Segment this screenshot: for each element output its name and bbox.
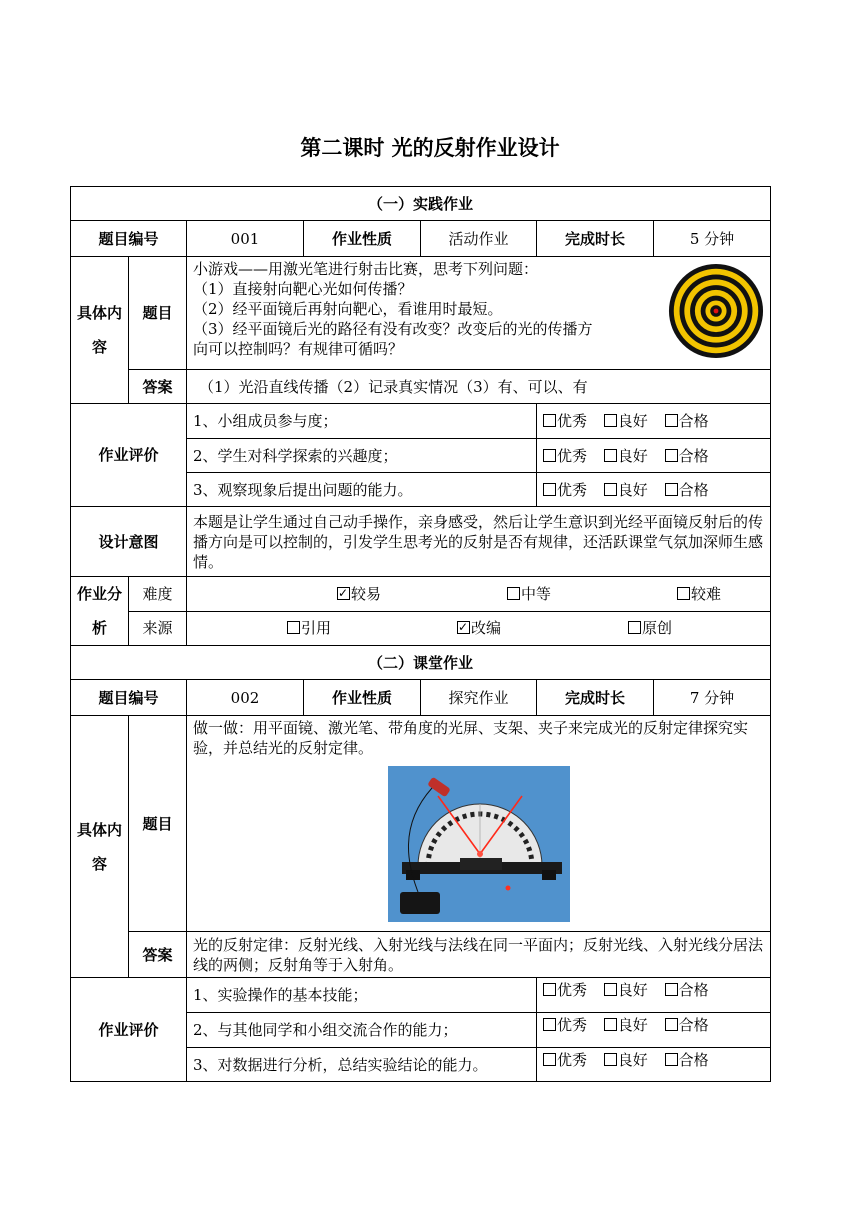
checkbox-icon[interactable] xyxy=(665,1018,678,1031)
answer-value: 光的反射定律：反射光线、入射光线与法线在同一平面内；反射光线、入射光线分居法线的两侧；反射角等于入射角。 xyxy=(187,932,771,978)
nature-value: 探究作业 xyxy=(421,680,537,716)
evaluation-item: 2、学生对科学探索的兴趣度； xyxy=(187,439,537,473)
checked-checkbox-icon[interactable] xyxy=(337,587,350,600)
option-label: 引用 xyxy=(300,619,331,638)
page-title: 第二课时 光的反射作业设计 xyxy=(300,136,560,160)
rating-label: 合格 xyxy=(678,412,709,430)
homework-table xyxy=(70,186,771,1082)
rating-options xyxy=(537,1048,771,1082)
source-label: 来源 xyxy=(129,611,187,646)
checkbox-icon[interactable] xyxy=(604,1018,617,1031)
id-value: 002 xyxy=(187,680,304,716)
intent-label: 设计意图 xyxy=(71,507,187,577)
nature-value: 活动作业 xyxy=(421,221,537,257)
section-heading: （一）实践作业 xyxy=(71,187,771,221)
rating-label: 良好 xyxy=(617,446,648,465)
question-cell xyxy=(187,257,771,370)
question-text: 做一做：用平面镜、激光笔、带角度的光屏、支架、夹子来完成光的反射定律探究实验，并总结光的反射定律。 xyxy=(193,719,749,757)
option-label: 改编 xyxy=(470,619,501,638)
rating-options xyxy=(537,978,771,1013)
analysis-label: 作业分析 xyxy=(71,577,129,646)
evaluation-item: 3、对数据进行分析，总结实验结论的能力。 xyxy=(187,1048,537,1082)
rating-options xyxy=(537,473,771,507)
rating-label: 合格 xyxy=(678,446,709,465)
option-label: 中等 xyxy=(520,584,551,603)
answer-value: （1）光沿直线传播（2）记录真实情况（3）有、可以、有 xyxy=(187,370,771,404)
difficulty-options xyxy=(187,577,771,612)
source-options xyxy=(187,611,771,646)
checkbox-icon[interactable] xyxy=(543,449,556,462)
question-cell xyxy=(187,716,771,932)
reflection-experiment-photo xyxy=(388,766,570,922)
duration-label: 完成时长 xyxy=(537,680,654,716)
rating-label: 合格 xyxy=(678,1051,709,1069)
checkbox-icon[interactable] xyxy=(677,587,690,600)
question-label: 题目 xyxy=(129,257,187,370)
question-line: （3）经平面镜后光的路径有没有改变？改变后的光的传播方 xyxy=(193,320,593,338)
evaluation-label: 作业评价 xyxy=(71,978,187,1082)
section-heading: （二）课堂作业 xyxy=(71,646,771,680)
checkbox-icon[interactable] xyxy=(665,414,678,427)
rating-label: 良好 xyxy=(617,480,648,499)
checkbox-icon[interactable] xyxy=(543,1018,556,1031)
question-line: 小游戏——用激光笔进行射击比赛，思考下列问题： xyxy=(193,260,539,278)
checkbox-icon[interactable] xyxy=(507,587,520,600)
rating-label: 合格 xyxy=(678,1016,709,1034)
checkbox-icon[interactable] xyxy=(665,449,678,462)
rating-label: 优秀 xyxy=(557,1051,588,1069)
rating-label: 良好 xyxy=(617,1051,648,1069)
checkbox-icon[interactable] xyxy=(604,414,617,427)
evaluation-item: 1、实验操作的基本技能； xyxy=(187,978,537,1013)
rating-label: 良好 xyxy=(617,412,648,430)
rating-label: 优秀 xyxy=(557,412,588,430)
id-label: 题目编号 xyxy=(71,680,187,716)
evaluation-item: 1、小组成员参与度； xyxy=(187,404,537,439)
option-label: 较难 xyxy=(690,584,721,603)
checked-checkbox-icon[interactable] xyxy=(457,621,470,634)
evaluation-item: 3、观察现象后提出问题的能力。 xyxy=(187,473,537,507)
rating-options xyxy=(537,439,771,473)
checkbox-icon[interactable] xyxy=(604,983,617,996)
duration-value: 5 分钟 xyxy=(654,221,771,257)
answer-label: 答案 xyxy=(129,932,187,978)
intent-value: 本题是让学生通过自己动手操作，亲身感受，然后让学生意识到光经平面镜反射后的传播方向是可以控制的，引发学生思考光的反射是否有规律，还活跃课堂气氛加深师生感情。 xyxy=(187,507,771,577)
checkbox-icon[interactable] xyxy=(665,983,678,996)
dartboard-image xyxy=(668,263,764,359)
checkbox-icon[interactable] xyxy=(543,1053,556,1066)
checkbox-icon[interactable] xyxy=(665,483,678,496)
rating-label: 优秀 xyxy=(557,981,588,999)
rating-label: 良好 xyxy=(617,981,648,999)
answer-label: 答案 xyxy=(129,370,187,404)
nature-label: 作业性质 xyxy=(304,221,421,257)
evaluation-label: 作业评价 xyxy=(71,404,187,507)
checkbox-icon[interactable] xyxy=(543,414,556,427)
duration-label: 完成时长 xyxy=(537,221,654,257)
question-line: 向可以控制吗？有规律可循吗？ xyxy=(193,340,404,358)
option-label: 原创 xyxy=(641,619,672,638)
id-label: 题目编号 xyxy=(71,221,187,257)
rating-label: 优秀 xyxy=(557,480,588,499)
rating-label: 优秀 xyxy=(557,446,588,465)
checkbox-icon[interactable] xyxy=(628,621,641,634)
nature-label: 作业性质 xyxy=(304,680,421,716)
content-label: 具体内容 xyxy=(71,257,129,404)
duration-value: 7 分钟 xyxy=(654,680,771,716)
id-value: 001 xyxy=(187,221,304,257)
content-label: 具体内容 xyxy=(71,716,129,978)
rating-label: 优秀 xyxy=(557,1016,588,1034)
checkbox-icon[interactable] xyxy=(543,983,556,996)
rating-label: 合格 xyxy=(678,480,709,499)
checkbox-icon[interactable] xyxy=(604,449,617,462)
checkbox-icon[interactable] xyxy=(604,1053,617,1066)
rating-options xyxy=(537,404,771,439)
difficulty-label: 难度 xyxy=(129,577,187,612)
evaluation-item: 2、与其他同学和小组交流合作的能力； xyxy=(187,1013,537,1048)
option-label: 较易 xyxy=(350,584,381,603)
checkbox-icon[interactable] xyxy=(604,483,617,496)
question-line: （2）经平面镜后再射向靶心，看谁用时最短。 xyxy=(193,300,503,318)
question-line: （1）直接射向靶心光如何传播？ xyxy=(193,280,413,298)
checkbox-icon[interactable] xyxy=(543,483,556,496)
checkbox-icon[interactable] xyxy=(287,621,300,634)
rating-label: 合格 xyxy=(678,981,709,999)
rating-label: 良好 xyxy=(617,1016,648,1034)
rating-options xyxy=(537,1013,771,1048)
checkbox-icon[interactable] xyxy=(665,1053,678,1066)
question-label: 题目 xyxy=(129,716,187,932)
